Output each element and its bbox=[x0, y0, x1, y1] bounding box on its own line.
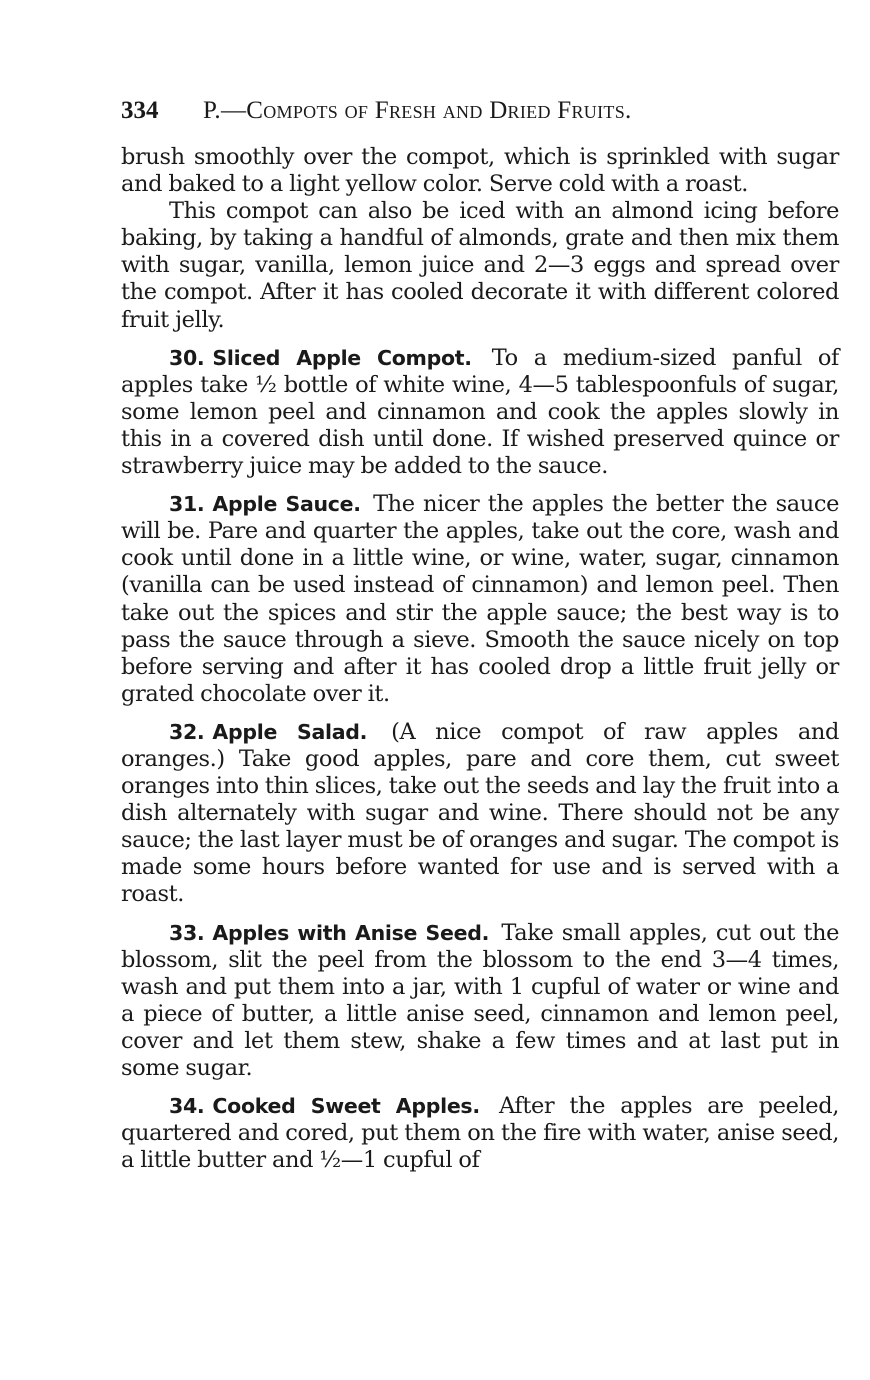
recipe-text: To a medium-sized panful of apples take ½ bottle of white wine, 4—5 tablespoonfuls of sugar, some lemon peel and cinnamon and cook the apples slowly in this in a covered dish until done. If wished preserved quince or strawberry juice may be added to the sauce. bbox=[121, 344, 839, 480]
recipe-text: (A nice compot of raw apples and oranges.) Take good apples, pare and core them, cut sweet oranges into thin slices, take out the seeds and lay the fruit into a dish alternately with sugar and wine. There should not be any sauce; the last layer must be of oranges and sugar. The compot is made some hours before wanted for use and is served with a roast. bbox=[121, 718, 839, 908]
continuation-paragraph: brush smoothly over the compot, which is sprinkled with sugar and baked to a light yellow color. Serve cold with a roast. bbox=[121, 144, 839, 198]
recipe-text: The nicer the apples the better the sauce will be. Pare and quarter the apples, take out the core, wash and cook until done in a little wine, or wine, water, sugar, cinnamon (vanilla can be used instead of cinnamon) and lemon peel. Then take out the spices and stir the apple sauce; the best way is to pass the sauce through a sieve. Smooth the sauce nicely on top before serving and after it has cooled drop a little fruit jelly or grated chocolate over it. bbox=[121, 491, 839, 707]
book-page bbox=[121, 96, 839, 1174]
recipe-number: 31. bbox=[169, 492, 205, 517]
recipe-number: 33. bbox=[169, 920, 205, 945]
recipe-apple-salad bbox=[121, 719, 839, 909]
recipe-title: Apple Salad. bbox=[212, 719, 368, 744]
recipe-number: 32. bbox=[169, 719, 205, 744]
page-number: 334 bbox=[121, 97, 159, 124]
recipe-text: After the apples are peeled, quartered and cored, put them on the fire with water, anise seed, a little butter and ½—1 cupful of bbox=[121, 1093, 839, 1174]
recipe-number: 34. bbox=[169, 1094, 205, 1119]
recipe-title: Apple Sauce. bbox=[212, 492, 361, 517]
recipe-cooked-sweet-apples bbox=[121, 1093, 839, 1174]
recipe-sliced-apple-compot bbox=[121, 345, 839, 480]
recipe-number: 30. bbox=[169, 345, 205, 370]
running-header bbox=[121, 96, 839, 144]
recipe-title: Apples with Anise Seed. bbox=[212, 920, 490, 945]
recipe-title: Cooked Sweet Apples. bbox=[212, 1094, 480, 1119]
recipe-apples-with-anise-seed bbox=[121, 920, 839, 1083]
running-title: P.—Compots of Fresh and Dried Fruits. bbox=[203, 97, 632, 124]
recipe-text: Take small apples, cut out the blossom, slit the peel from the blossom to the end 3—4 times, wash and put them into a jar, with 1 cupful of water or wine and a piece of butter, a little anise seed, cinnamon and lemon peel, cover and let them stew, shake a few times and at last put in some sugar. bbox=[121, 919, 839, 1081]
recipe-title: Sliced Apple Compot. bbox=[212, 345, 472, 370]
almond-icing-paragraph: This compot can also be iced with an almond icing before baking, by taking a handful of almonds, grate and then mix them with sugar, vanilla, lemon juice and 2—3 eggs and spread over the compot. After it has cooled decorate it with different colored fruit jelly. bbox=[121, 198, 839, 333]
recipe-apple-sauce bbox=[121, 491, 839, 708]
